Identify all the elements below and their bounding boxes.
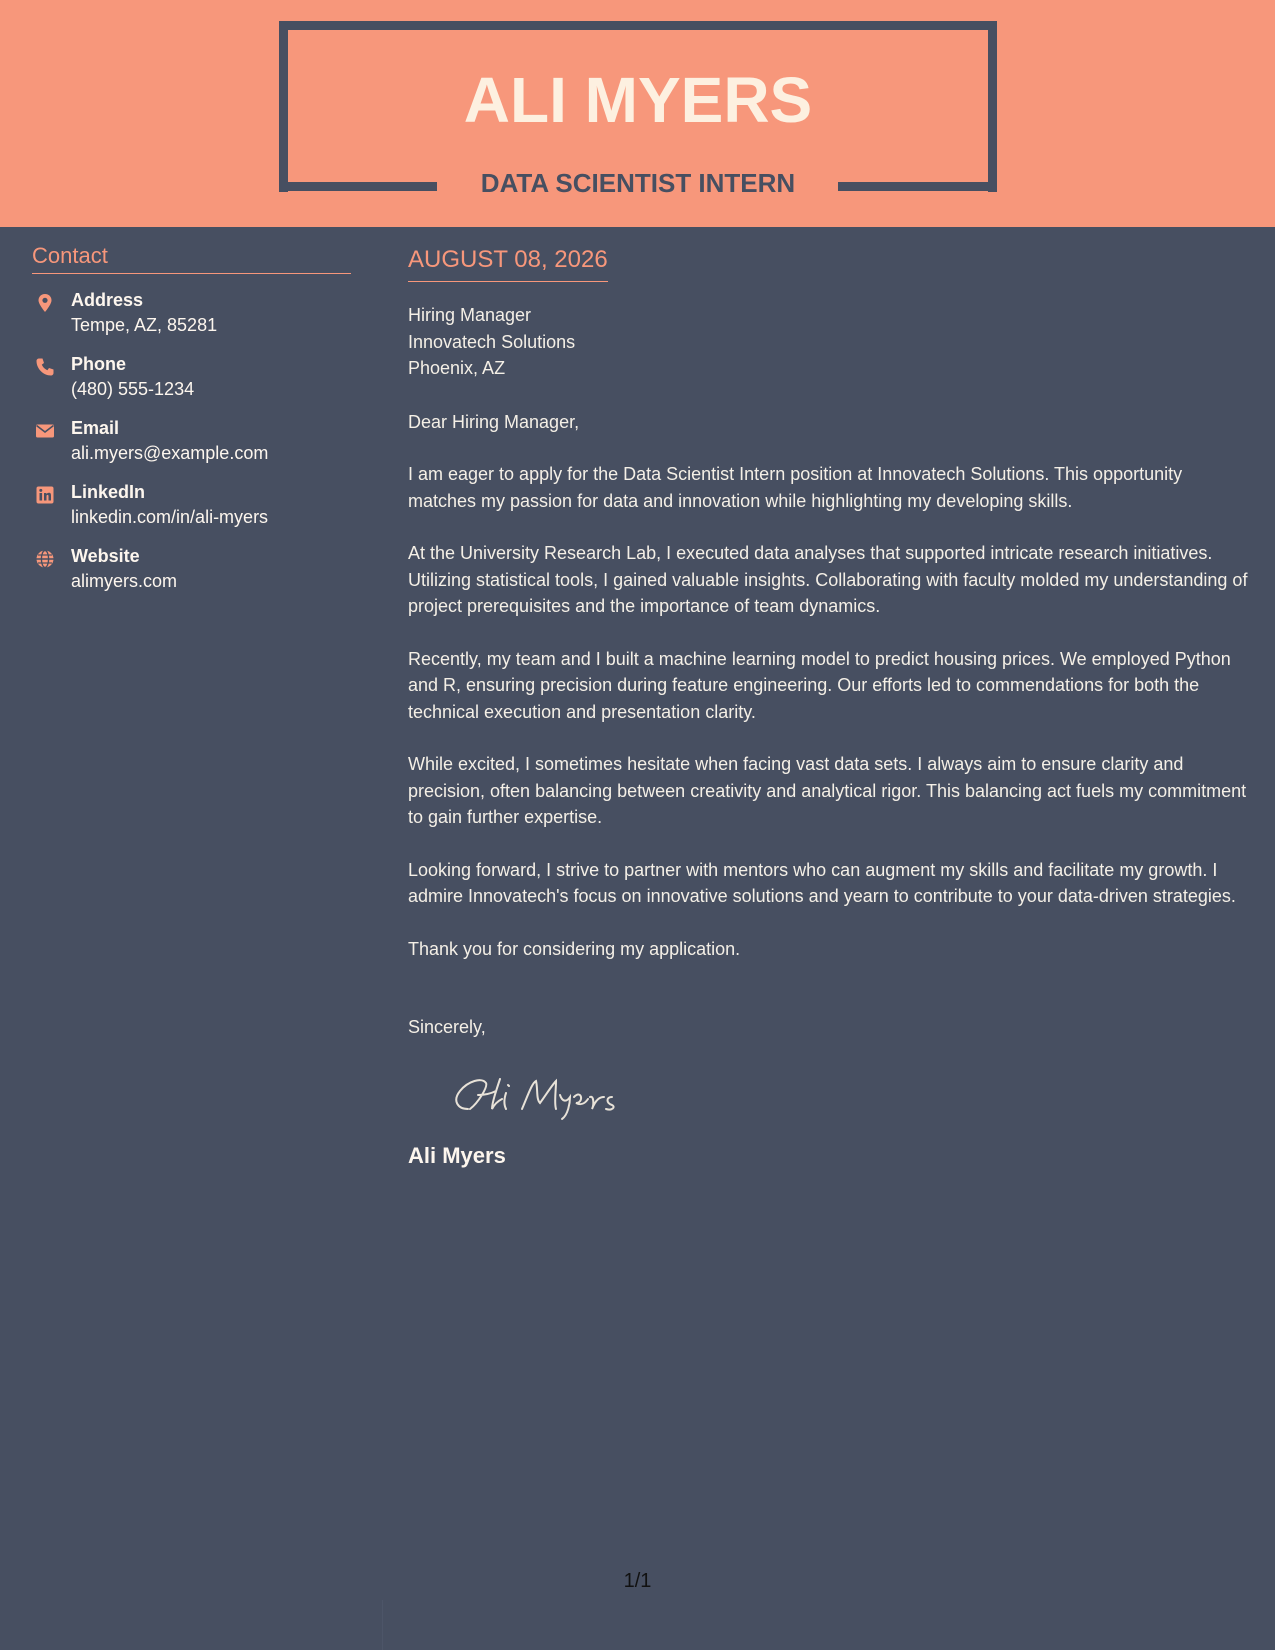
contact-label: Phone: [71, 354, 127, 374]
closing: Sincerely,: [408, 1017, 486, 1037]
contact-label: LinkedIn: [71, 482, 146, 502]
linkedin-icon: [35, 485, 55, 505]
letter-paragraph: I am eager to apply for the Data Scientist Intern position at Innovatech Solutions. This opportunity matches my passion for data and innovation while highlighting my developing skills.: [408, 464, 1183, 511]
contact-label: Address: [71, 290, 144, 310]
letter-body: [408, 244, 1248, 1169]
letter-date: AUGUST 08, 2026: [408, 244, 608, 282]
contact-value: Tempe, AZ, 85281: [71, 315, 218, 335]
contact-sidebar: [32, 242, 351, 594]
contact-heading: Contact: [32, 242, 351, 274]
recipient-block: [408, 302, 1248, 382]
contact-item-email: [32, 416, 351, 466]
salutation: Dear Hiring Manager,: [408, 411, 580, 432]
divider: [382, 1600, 383, 1650]
envelope-icon: [35, 421, 55, 441]
contact-label: Website: [71, 546, 140, 566]
contact-item-linkedin: [32, 480, 351, 530]
recipient-line: Innovatech Solutions: [408, 331, 576, 352]
letter-paragraph: While excited, I sometimes hesitate when facing vast data sets. I always aim to ensure clarity and precision, often balancing between creativity and analytical rigor. This balancing act fuels my commitment to gain further expertise.: [408, 754, 1247, 827]
map-pin-icon: [35, 293, 55, 313]
contact-value: linkedin.com/in/ali-myers: [71, 507, 269, 527]
contact-value: ali.myers@example.com: [71, 443, 269, 463]
job-title: DATA SCIENTIST INTERN: [480, 168, 796, 198]
contact-item-address: [32, 288, 351, 338]
globe-icon: [35, 549, 55, 569]
page-number: 1/1: [623, 1570, 652, 1592]
letter-paragraph: Thank you for considering my application.: [408, 938, 741, 959]
phone-icon: [35, 357, 55, 377]
contact-value: (480) 555-1234: [71, 379, 195, 399]
letter-paragraph: Recently, my team and I built a machine learning model to predict housing prices. We employed Python and R, ensuring precision during feature engineering. Our efforts led to commendations for both the technical execution and presentation clarity.: [408, 648, 1231, 722]
applicant-name: ALI MYERS: [463, 64, 813, 136]
contact-value: alimyers.com: [71, 571, 178, 591]
signature: [448, 1069, 1248, 1123]
letter-paragraph: At the University Research Lab, I executed data analyses that supported intricate research initiatives. Utilizing statistical tools, I gained valuable insights. Collaborating with faculty molded my understanding of project prerequisites and the importance of team dynamics.: [408, 543, 1248, 616]
recipient-line: Phoenix, AZ: [408, 358, 506, 378]
signer-name: Ali Myers: [408, 1142, 506, 1168]
contact-item-website: [32, 544, 351, 594]
header-banner: [0, 0, 1275, 227]
letter-paragraph: Looking forward, I strive to partner with mentors who can augment my skills and facilitate my growth. I admire Innovatech's focus on innovative solutions and yearn to contribute to your data-driven strategies.: [408, 859, 1236, 906]
recipient-line: Hiring Manager: [408, 305, 532, 325]
contact-item-phone: [32, 352, 351, 402]
contact-label: Email: [71, 418, 120, 438]
